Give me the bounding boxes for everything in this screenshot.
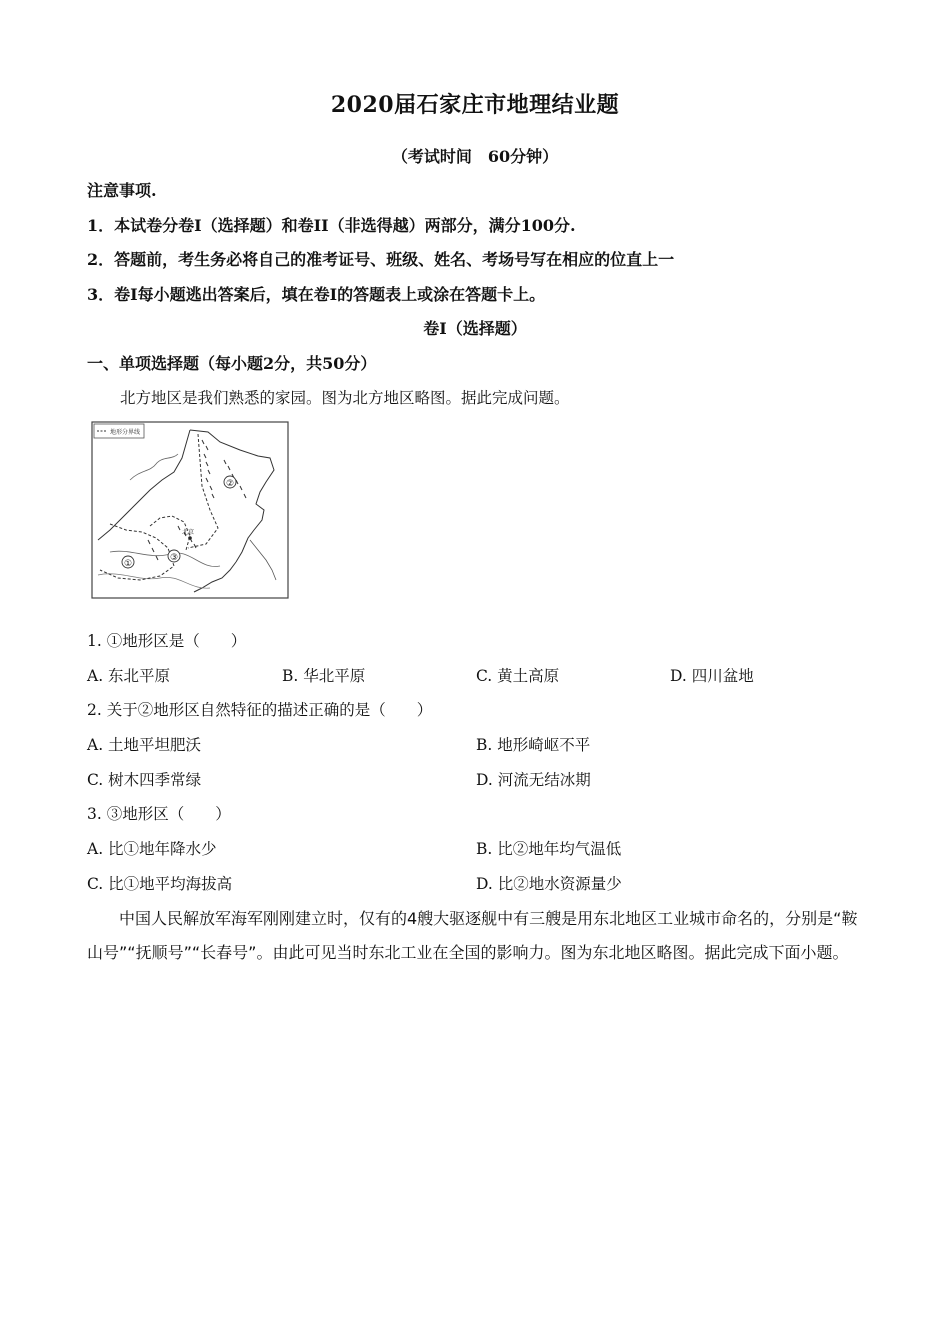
q1-option-c[interactable]: C. 黄土高原 (476, 667, 560, 685)
map-label-3: ③ (170, 553, 179, 563)
q3-option-d[interactable]: D. 比②地水资源量少 (476, 875, 622, 893)
q3-option-c[interactable]: C. 比①地平均海拔高 (87, 875, 233, 893)
intro-text-2: 中国人民解放军海军刚刚建立时，仅有的4艘大驱逐舰中有三艘是用东北地区工业城市命名的，分别是“鞍山号”“抚顺号”“长春号”。由此可见当时东北工业在全国的影响力。图为东北地区略图。据此完成下面小题。 (87, 909, 858, 962)
q1-option-b[interactable]: B. 华北平原 (282, 667, 366, 685)
q1-option-d[interactable]: D. 四川盆地 (670, 667, 754, 685)
question-1-stem: 1. ①地形区是（ ） (87, 632, 247, 650)
map-graphic (90, 420, 290, 600)
q2-option-c[interactable]: C. 树木四季常绿 (87, 771, 202, 789)
q3-option-a[interactable]: A. 比①地年降水少 (87, 840, 217, 858)
q2-option-a[interactable]: A. 土地平坦肥沃 (87, 736, 202, 754)
notice-item-2: 2．答题前，考生务必将自己的准考证号、班级、姓名、考场号写在相应的位直上一 (87, 250, 675, 269)
intro-text-1: 北方地区是我们熟悉的家园。图为北方地区略图。据此完成问题。 (120, 389, 570, 407)
notice-item-3: 3．卷Ⅰ每小题逃出答案后，填在卷Ⅰ的答题表上或涂在答题卡上。 (87, 285, 546, 304)
map-label-1: ① (124, 559, 133, 569)
q3-option-b[interactable]: B. 比②地年均气温低 (476, 840, 622, 858)
question-3-stem: 3. ③地形区（ ） (87, 805, 231, 823)
q2-option-b[interactable]: B. 地形崎岖不平 (476, 736, 591, 754)
q1-option-a[interactable]: A. 东北平原 (87, 667, 171, 685)
notice-heading: 注意事项. (87, 181, 157, 200)
q2-option-d[interactable]: D. 河流无结冰期 (476, 771, 591, 789)
map-label-beijing: 北京 (182, 529, 195, 536)
section-heading: 一、单项选择题（每小题2分，共50分） (87, 354, 377, 373)
map-label-2: ② (226, 479, 235, 489)
map-legend-text: 地形分界线 (110, 429, 141, 436)
question-2-stem: 2. 关于②地形区自然特征的描述正确的是（ ） (87, 701, 433, 719)
volume-heading: 卷Ⅰ（选择题） (423, 319, 527, 338)
exam-duration: （考试时间 60分钟） (391, 147, 559, 166)
exam-title: 2020届石家庄市地理结业题 (330, 92, 620, 118)
notice-item-1: 1．本试卷分卷Ⅰ（选择题）和卷II（非选得越）两部分，满分100分. (87, 216, 576, 235)
north-region-map (90, 420, 290, 600)
